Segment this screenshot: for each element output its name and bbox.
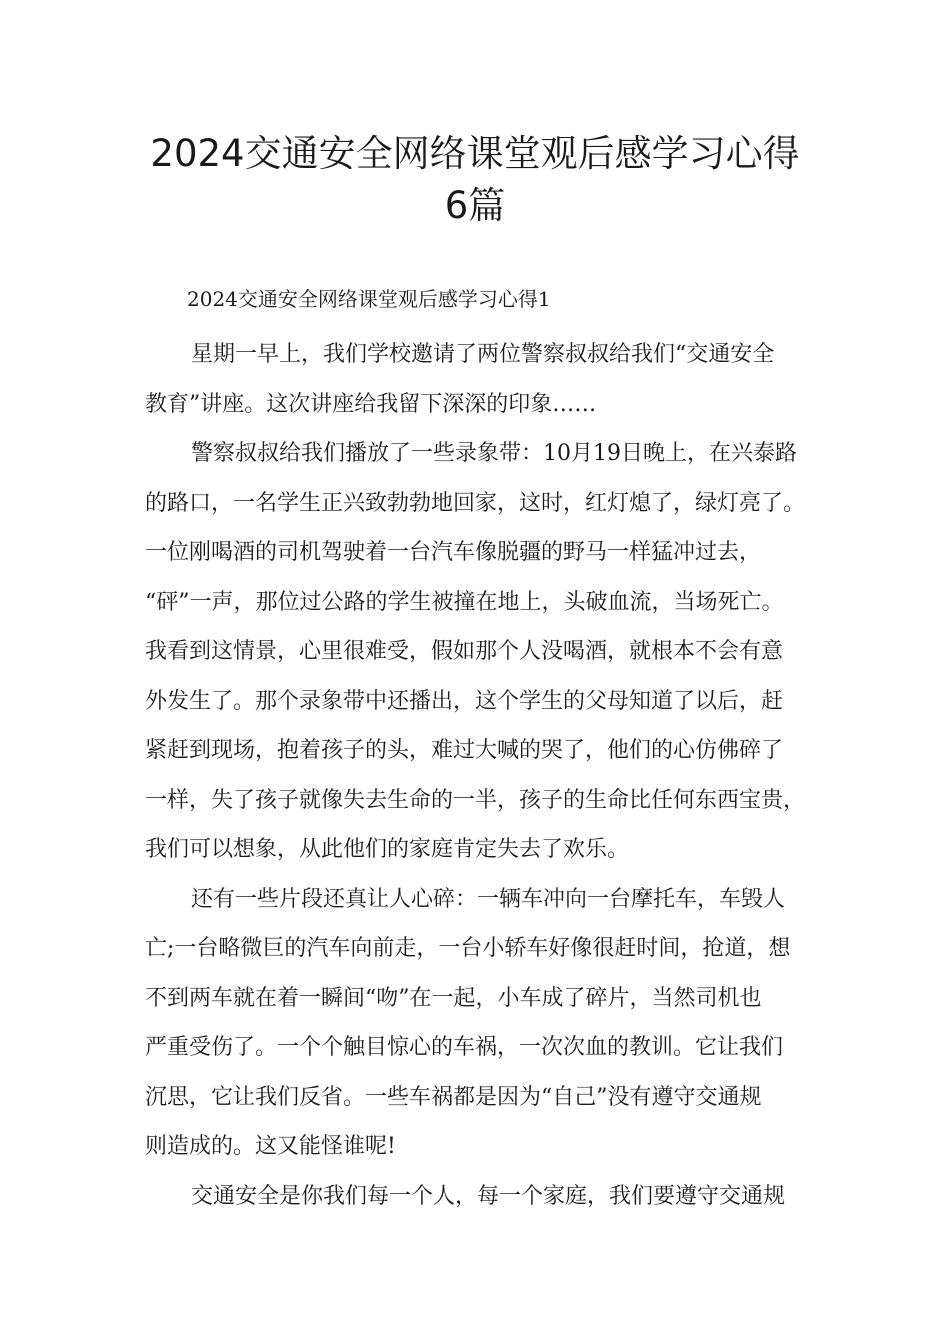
title-line-2: 6篇 [444, 184, 506, 227]
text-line: 一样，失了孩子就像失去生命的一半，孩子的生命比任何东西宝贵， [145, 787, 806, 813]
paragraph [145, 429, 815, 875]
paragraph [145, 1172, 815, 1222]
text-line: 紧赶到现场，抱着孩子的头，难过大喊的哭了，他们的心仿佛碎了 [145, 738, 784, 763]
text-line: 一位刚喝酒的司机驾驶着一台汽车像脱疆的野马一样猛冲过去， [145, 540, 762, 565]
text-line: 亡;一台略微巨的汽车向前走，一台小轿车好像很赶时间，抢道，想 [145, 936, 791, 961]
text-line: 严重受伤了。一个个触目惊心的车祸，一次次血的教训。它让我们 [145, 1035, 784, 1060]
document-body [145, 330, 815, 1221]
text-line: 的路口，一名学生正兴致勃勃地回家，这时，红灯熄了，绿灯亮了。 [145, 490, 806, 516]
text-line: 星期一早上，我们学校邀请了两位警察叔叔给我们“交通安全 [191, 342, 775, 367]
text-line: 还有一些片段还真让人心碎：一辆车冲向一台摩托车，车毁人 [191, 886, 786, 912]
text-line: 交通安全是你我们每一个人，每一个家庭，我们要遵守交通规 [191, 1183, 786, 1209]
title-line-1: 2024交通安全网络课堂观后感学习心得 [150, 132, 800, 175]
text-line: 警察叔叔给我们播放了一些录象带：10月19日晚上，在兴泰路 [191, 441, 797, 466]
section-heading: 2024交通安全网络课堂观后感学习心得1 [187, 287, 551, 311]
text-line: 教育”讲座。这次讲座给我留下深深的印象…… [145, 391, 597, 417]
text-line: 则造成的。这又能怪谁呢! [145, 1134, 396, 1159]
text-line: 不到两车就在着一瞬间“吻”在一起，小车成了碎片，当然司机也 [145, 985, 762, 1011]
text-line: 我看到这情景，心里很难受，假如那个人没喝酒，就根本不会有意 [145, 639, 784, 664]
text-line: “砰”一声，那位过公路的学生被撞在地上，头破血流，当场死亡。 [145, 589, 784, 615]
paragraph [145, 330, 815, 429]
paragraph [145, 875, 815, 1172]
document-title [120, 128, 830, 232]
text-line: 我们可以想象，从此他们的家庭肯定失去了欢乐。 [145, 837, 630, 862]
text-line: 外发生了。那个录象带中还播出，这个学生的父母知道了以后，赶 [145, 688, 784, 714]
text-line: 沉思，它让我们反省。一些车祸都是因为“自己”没有遵守交通规 [145, 1084, 762, 1110]
